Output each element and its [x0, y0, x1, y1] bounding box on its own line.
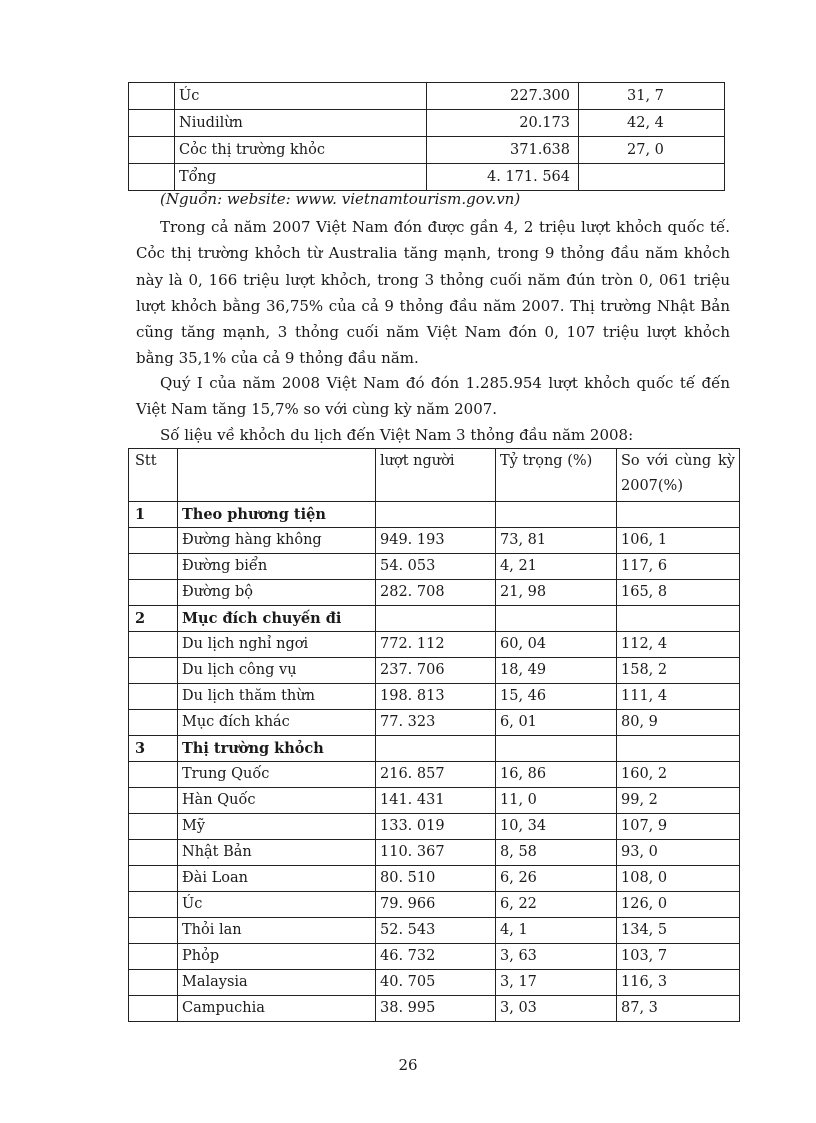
table-row — [129, 137, 725, 164]
stt-cell — [129, 137, 175, 164]
category-cell: Campuchia — [178, 996, 376, 1022]
compare-cell: 160, 2 — [617, 762, 740, 788]
stt-cell — [129, 710, 178, 736]
share-cell — [496, 606, 617, 632]
category-cell: Đường bộ — [178, 580, 376, 606]
compare-cell: 126, 0 — [617, 892, 740, 918]
body-paragraph — [136, 214, 730, 372]
visitors-cell: 52. 543 — [376, 918, 496, 944]
table-header-row — [129, 449, 740, 502]
table-row — [129, 632, 740, 658]
share-cell: 6, 26 — [496, 866, 617, 892]
header-share: Tỷ trọng (%) — [496, 449, 617, 502]
compare-cell: 93, 0 — [617, 840, 740, 866]
visitors-cell: 216. 857 — [376, 762, 496, 788]
stt-cell: 2 — [129, 606, 178, 632]
visitors-cell: 38. 995 — [376, 996, 496, 1022]
table-row — [129, 814, 740, 840]
share-cell: 4, 21 — [496, 554, 617, 580]
visitors-cell: 141. 431 — [376, 788, 496, 814]
table-total-row — [129, 164, 725, 191]
visitors-cell: 54. 053 — [376, 554, 496, 580]
visitor-statistics-table — [128, 448, 740, 1022]
stt-cell: 3 — [129, 736, 178, 762]
source-note: (Nguồn: website: www. vietnamtourism.gov.vn) — [160, 190, 521, 208]
stt-cell — [129, 658, 178, 684]
category-cell: Mục đích khác — [178, 710, 376, 736]
visitors-cell: 46. 732 — [376, 944, 496, 970]
header-visitors: lượt người — [376, 449, 496, 502]
visitors-cell: 79. 966 — [376, 892, 496, 918]
share-cell: 15, 46 — [496, 684, 617, 710]
stt-cell — [129, 762, 178, 788]
visitors-cell: 133. 019 — [376, 814, 496, 840]
growth-cell: 27, 0 — [579, 137, 725, 164]
compare-cell: 103, 7 — [617, 944, 740, 970]
market-name-cell: Cỏc thị trường khỏc — [175, 137, 427, 164]
table-row — [129, 554, 740, 580]
share-cell: 60, 04 — [496, 632, 617, 658]
share-cell: 8, 58 — [496, 840, 617, 866]
category-cell: Trung Quốc — [178, 762, 376, 788]
compare-cell: 111, 4 — [617, 684, 740, 710]
stt-cell — [129, 788, 178, 814]
compare-cell — [617, 502, 740, 528]
share-cell: 3, 03 — [496, 996, 617, 1022]
section-row — [129, 502, 740, 528]
compare-cell: 106, 1 — [617, 528, 740, 554]
share-cell: 3, 17 — [496, 970, 617, 996]
category-cell: Thỏi lan — [178, 918, 376, 944]
share-cell: 16, 86 — [496, 762, 617, 788]
table-row — [129, 970, 740, 996]
compare-cell: 87, 3 — [617, 996, 740, 1022]
table-row — [129, 996, 740, 1022]
stt-cell — [129, 528, 178, 554]
share-cell — [496, 502, 617, 528]
stt-cell — [129, 83, 175, 110]
market-name-cell: Niudilừn — [175, 110, 427, 137]
category-cell: Đài Loan — [178, 866, 376, 892]
compare-cell — [617, 606, 740, 632]
category-cell: Du lịch thăm thừn — [178, 684, 376, 710]
paragraph-text: Trong cả năm 2007 Việt Nam đón được gần 4, 2 triệu lượt khỏch quốc tế. Cỏc thị trường khỏch từ Australia tăng mạnh, trong 9 thỏng đầu năm khỏch này là 0, 166 triệu lượt khỏch, trong 3 thỏng cuối năm đún tròn 0, 061 triệu lượt khỏch bằng 36,75% của cả 9 thỏng đầu năm 2007. Thị trường Nhật Bản cũng tăng mạnh, 3 thỏng cuối năm Việt Nam đón 0, 107 triệu lượt khỏch bằng 35,1% của cả 9 thỏng đầu năm. — [136, 218, 730, 368]
category-cell: Phỏp — [178, 944, 376, 970]
stt-cell: 1 — [129, 502, 178, 528]
visitors-cell: 77. 323 — [376, 710, 496, 736]
visitors-cell: 282. 708 — [376, 580, 496, 606]
stt-cell — [129, 918, 178, 944]
stt-cell — [129, 164, 175, 191]
category-cell: Thị trường khỏch — [178, 736, 376, 762]
table-row — [129, 110, 725, 137]
category-cell: Úc — [178, 892, 376, 918]
table-row — [129, 918, 740, 944]
stt-cell — [129, 944, 178, 970]
category-cell: Đường biển — [178, 554, 376, 580]
header-stt: Stt — [129, 449, 178, 502]
table-row — [129, 762, 740, 788]
stt-cell — [129, 840, 178, 866]
visitors-cell: 237. 706 — [376, 658, 496, 684]
header-compare: So với cùng kỳ 2007(%) — [617, 449, 740, 502]
stt-cell — [129, 580, 178, 606]
compare-cell: 99, 2 — [617, 788, 740, 814]
visitors-cell — [376, 606, 496, 632]
compare-cell: 117, 6 — [617, 554, 740, 580]
share-cell: 73, 81 — [496, 528, 617, 554]
compare-cell: 134, 5 — [617, 918, 740, 944]
visitors-cell: 949. 193 — [376, 528, 496, 554]
compare-cell: 165, 8 — [617, 580, 740, 606]
table-row — [129, 528, 740, 554]
growth-cell: 42, 4 — [579, 110, 725, 137]
share-cell: 6, 22 — [496, 892, 617, 918]
share-cell — [496, 736, 617, 762]
share-cell: 3, 63 — [496, 944, 617, 970]
table-row — [129, 788, 740, 814]
visitors-cell: 772. 112 — [376, 632, 496, 658]
visitors-cell: 4. 171. 564 — [427, 164, 579, 191]
table-row — [129, 83, 725, 110]
share-cell: 18, 49 — [496, 658, 617, 684]
stt-cell — [129, 110, 175, 137]
table-row — [129, 840, 740, 866]
stt-cell — [129, 632, 178, 658]
market-name-cell: Tổng — [175, 164, 427, 191]
compare-cell: 112, 4 — [617, 632, 740, 658]
category-cell: Mục đích chuyến đi — [178, 606, 376, 632]
visitors-cell: 20.173 — [427, 110, 579, 137]
visitors-cell: 110. 367 — [376, 840, 496, 866]
stt-cell — [129, 684, 178, 710]
stt-cell — [129, 866, 178, 892]
table-row — [129, 710, 740, 736]
compare-cell: 107, 9 — [617, 814, 740, 840]
stt-cell — [129, 996, 178, 1022]
section-row — [129, 606, 740, 632]
compare-cell: 116, 3 — [617, 970, 740, 996]
growth-cell: 31, 7 — [579, 83, 725, 110]
share-cell: 10, 34 — [496, 814, 617, 840]
paragraph-text: Số liệu về khỏch du lịch đến Việt Nam 3 thỏng đầu năm 2008: — [160, 426, 634, 444]
stt-cell — [129, 554, 178, 580]
visitors-cell — [376, 736, 496, 762]
table-row — [129, 892, 740, 918]
stt-cell — [129, 814, 178, 840]
page-number: 26 — [398, 1056, 418, 1074]
category-cell: Du lịch nghỉ ngơi — [178, 632, 376, 658]
category-cell: Đường hàng không — [178, 528, 376, 554]
visitor-market-table-continued — [128, 82, 725, 191]
table-row — [129, 684, 740, 710]
table-row — [129, 580, 740, 606]
category-cell: Nhật Bản — [178, 840, 376, 866]
share-cell: 6, 01 — [496, 710, 617, 736]
stt-cell — [129, 970, 178, 996]
table-row — [129, 658, 740, 684]
body-paragraph — [136, 370, 730, 423]
section-row — [129, 736, 740, 762]
visitors-cell: 227.300 — [427, 83, 579, 110]
visitors-cell: 198. 813 — [376, 684, 496, 710]
share-cell: 21, 98 — [496, 580, 617, 606]
table-row — [129, 866, 740, 892]
compare-cell: 108, 0 — [617, 866, 740, 892]
growth-cell — [579, 164, 725, 191]
paragraph-text: Quý I của năm 2008 Việt Nam đó đón 1.285.954 lượt khỏch quốc tế đến Việt Nam tăng 15,7% so với cùng kỳ năm 2007. — [136, 374, 730, 419]
table-row — [129, 944, 740, 970]
category-cell: Mỹ — [178, 814, 376, 840]
visitors-cell — [376, 502, 496, 528]
category-cell: Hàn Quốc — [178, 788, 376, 814]
category-cell: Malaysia — [178, 970, 376, 996]
category-cell: Theo phương tiện — [178, 502, 376, 528]
market-name-cell: Úc — [175, 83, 427, 110]
category-cell: Du lịch công vụ — [178, 658, 376, 684]
visitors-cell: 40. 705 — [376, 970, 496, 996]
share-cell: 4, 1 — [496, 918, 617, 944]
compare-cell: 80, 9 — [617, 710, 740, 736]
table-intro — [136, 422, 730, 448]
share-cell: 11, 0 — [496, 788, 617, 814]
compare-cell — [617, 736, 740, 762]
compare-cell: 158, 2 — [617, 658, 740, 684]
stt-cell — [129, 892, 178, 918]
header-name — [178, 449, 376, 502]
visitors-cell: 371.638 — [427, 137, 579, 164]
visitors-cell: 80. 510 — [376, 866, 496, 892]
